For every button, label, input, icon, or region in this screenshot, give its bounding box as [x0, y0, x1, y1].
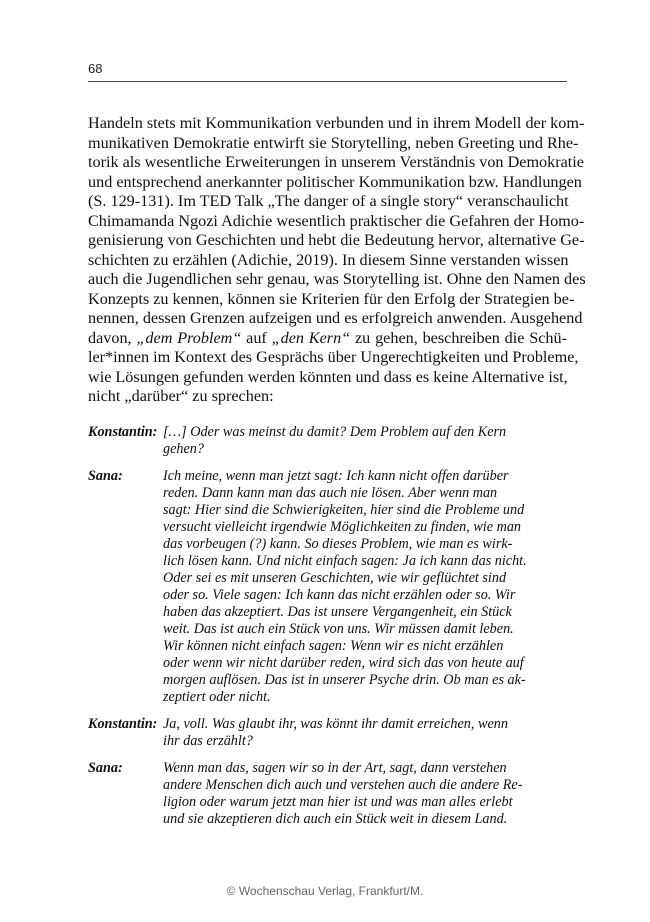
utterance-line: das vorbeugen (?) kann. So dieses Problem, wie man es wirk- — [163, 536, 513, 552]
utterance-line: Oder sei es mit unseren Geschichten, wie wir geflüchtet sind — [163, 570, 507, 586]
body-line: nicht „darüber“ zu sprechen: — [88, 387, 274, 405]
body-line: nennen, dessen Grenzen aufzeigen und es erfolgreich anwenden. Ausgehend — [88, 309, 583, 327]
dialogue-turn — [88, 760, 567, 828]
speaker-name: Sana: — [88, 760, 123, 776]
body-line: torik als wesentliche Erweiterungen in unserem Verständnis von Demokratie — [88, 153, 584, 171]
utterance-line: morgen auflösen. Das ist in unserer Psyche drin. Ob man es ak- — [163, 672, 526, 688]
utterance-line: Ja, voll. Was glaubt ihr, was könnt ihr damit erreichen, wenn — [163, 716, 508, 732]
body-line: und entsprechend anerkannter politischer Kommunikation bzw. Handlungen — [88, 172, 582, 191]
body-line: Konzepts zu kennen, können sie Kriterien für den Erfolg der Strategien be- — [88, 289, 575, 308]
footer-copyright: © Wochenschau Verlag, Frankfurt/M. — [226, 884, 424, 898]
body-line: auch die Jugendlichen sehr genau, was Storytelling ist. Ohne den Namen des — [88, 270, 586, 288]
utterance-line: versucht vielleicht irgendwie Möglichkeiten zu finden, wie man — [163, 519, 522, 535]
dialogue-transcript — [88, 424, 567, 838]
utterance-line: weit. Das ist auch ein Stück von uns. Wir müssen damit leben. — [163, 621, 514, 637]
utterance-line: gehen? — [163, 441, 204, 457]
body-text — [88, 114, 586, 407]
body-line: schichten zu erzählen (Adichie, 2019). In diesem Sinne verstanden wissen — [88, 250, 569, 269]
utterance-line: ligion oder warum jetzt man hier ist und was man alles erlebt — [163, 794, 513, 810]
utterance-line: und sie akzeptieren dich auch ein Stück weit in diesem Land. — [163, 811, 508, 827]
body-line: davon, „dem Problem“ auf „den Kern“ zu gehen, beschreiben die Schü- — [88, 328, 568, 347]
utterance-line: oder so. Viele sagen: Ich kann das nicht erzählen oder so. Wir — [163, 587, 516, 603]
utterance — [163, 468, 567, 706]
utterance-line: lich lösen kann. Und nicht einfach sagen: Ja ich kann das nicht. — [163, 553, 527, 569]
page-number: 68 — [88, 61, 103, 76]
speaker-name: Konstantin: — [88, 424, 158, 440]
speaker-name: Sana: — [88, 468, 123, 484]
dialogue-turn — [88, 468, 567, 706]
body-line: wie Lösungen gefunden werden könnten und dass es keine Alternative ist, — [88, 367, 568, 386]
body-line: ler*innen im Kontext des Gesprächs über Ungerechtigkeiten und Probleme, — [88, 348, 579, 366]
body-line: Chimamanda Ngozi Adichie wesentlich praktischer die Gefahren der Homo- — [88, 211, 585, 230]
body-line: Handeln stets mit Kommunikation verbunden und in ihrem Modell der kom- — [88, 114, 585, 132]
utterance — [163, 760, 567, 828]
body-line: genisierung von Geschichten und hebt die Bedeutung hervor, alternative Ge- — [88, 231, 585, 249]
header-rule — [88, 81, 567, 82]
utterance-line: sagt: Hier sind die Schwierigkeiten, hier sind die Probleme und — [163, 502, 525, 518]
utterance-line: andere Menschen dich auch und verstehen auch die andere Re- — [163, 777, 523, 793]
utterance-line: Ich meine, wenn man jetzt sagt: Ich kann nicht offen darüber — [163, 468, 509, 484]
utterance — [163, 716, 567, 750]
utterance-line: reden. Dann kann man das auch nie lösen. Aber wenn man — [163, 485, 498, 501]
dialogue-turn — [88, 716, 567, 750]
utterance-line: zeptiert oder nicht. — [163, 689, 271, 705]
utterance-line: ihr das erzählt? — [163, 733, 253, 749]
utterance-line: Wir können nicht einfach sagen: Wenn wir es nicht erzählen — [163, 638, 504, 654]
utterance-line: oder wenn wir nicht darüber reden, wird sich das von heute auf — [163, 655, 524, 671]
utterance — [163, 424, 567, 458]
speaker-name: Konstantin: — [88, 716, 158, 732]
body-line: munikativen Demokratie entwirft sie Storytelling, neben Greeting und Rhe- — [88, 133, 579, 152]
utterance-line: […] Oder was meinst du damit? Dem Problem auf den Kern — [163, 424, 507, 440]
utterance-line: Wenn man das, sagen wir so in der Art, sagt, dann verstehen — [163, 760, 507, 776]
body-line: (S. 129-131). Im TED Talk „The danger of a single story“ veranschaulicht — [88, 192, 569, 210]
dialogue-turn — [88, 424, 567, 458]
utterance-line: haben das akzeptiert. Das ist unsere Vergangenheit, ein Stück — [163, 604, 512, 620]
